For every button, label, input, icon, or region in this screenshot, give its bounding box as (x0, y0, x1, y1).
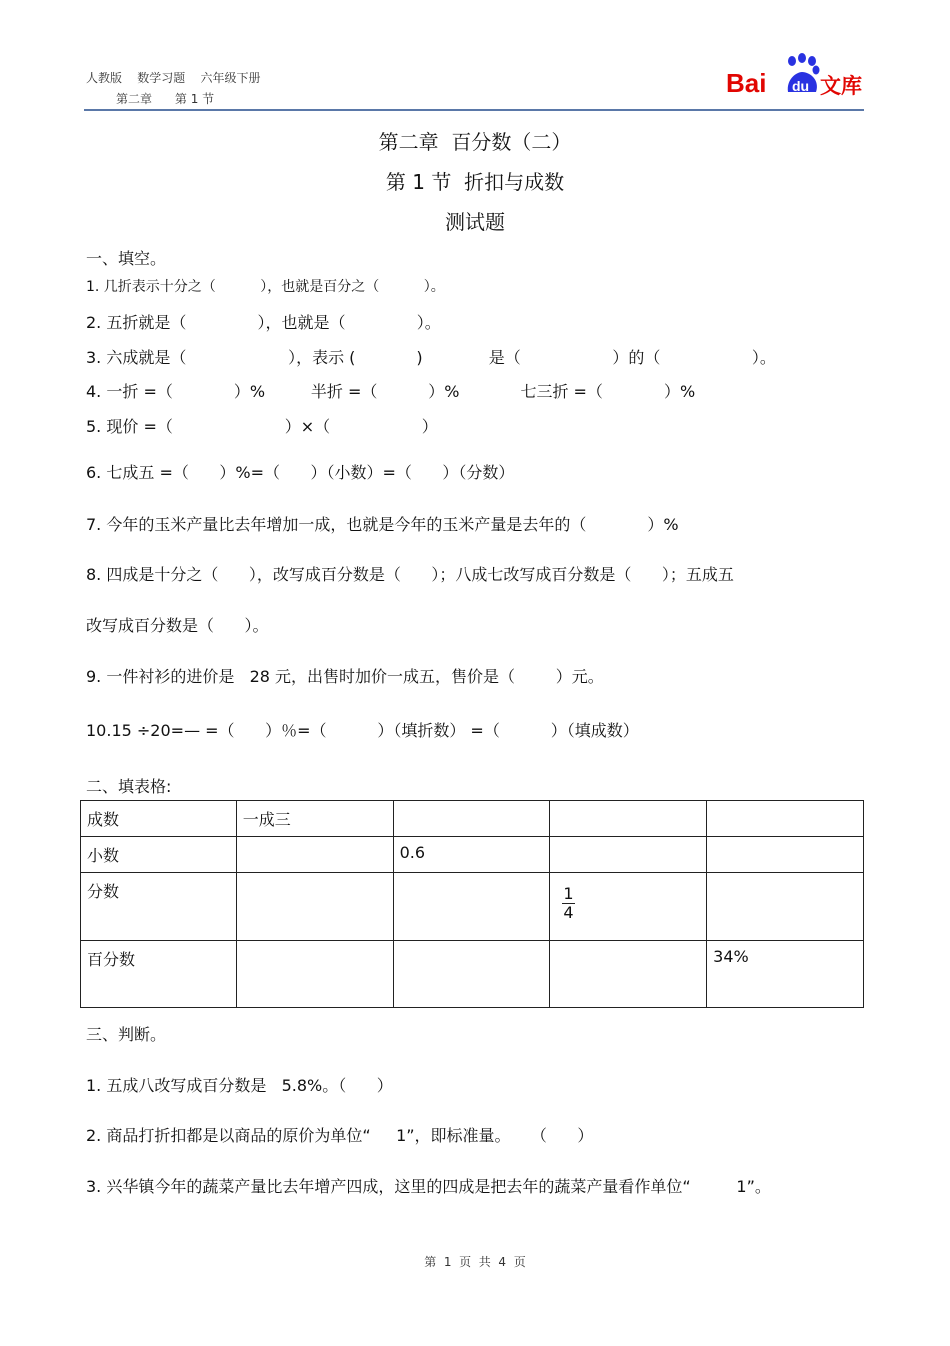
row-label: 分数 (81, 873, 237, 941)
page-footer: 第 1 页 共 4 页 (424, 1255, 526, 1269)
table-cell: 一成三 (236, 801, 393, 837)
table-cell: 0.6 (393, 837, 550, 873)
chapter-title: 第二章 百分数（二） (378, 130, 572, 154)
fraction (562, 885, 574, 922)
question-3: 3. 六成就是（ ），表示 ( ) 是（ ）的（ ）。 (86, 348, 776, 367)
question-4: 4. 一折 =（ ）% 半折 =（ ）% 七三折 =（ ）% (86, 382, 696, 401)
header-line-2: 第二章 第 1 节 (116, 92, 215, 106)
baidu-wenku-logo (724, 50, 864, 98)
svg-text:Bai: Bai (726, 68, 767, 98)
table-cell (550, 837, 707, 873)
table-row (81, 837, 864, 873)
judge-1: 1. 五成八改写成百分数是 5.8%。（ ） (86, 1076, 393, 1095)
question-2: 2. 五折就是（ ），也就是（ ）。 (86, 313, 441, 332)
table-cell (550, 801, 707, 837)
conversion-table (80, 800, 864, 1008)
question-6: 6. 七成五 =（ ）%=（ ）（小数）=（ ）（分数） (86, 463, 515, 482)
table-row (81, 873, 864, 941)
table-cell (236, 941, 393, 1008)
judge-3: 3. 兴华镇今年的蔬菜产量比去年增产四成，这里的四成是把去年的蔬菜产量看作单位“ 1”。 (86, 1177, 771, 1196)
fraction-numerator: 1 (563, 884, 574, 903)
question-7: 7. 今年的玉米产量比去年增加一成，也就是今年的玉米产量是去年的（ ）% (86, 515, 679, 534)
svg-text:du: du (792, 78, 810, 94)
question-10: 10.15 ÷20=— =（ ）％=（ ）（填折数） =（ ）（填成数） (86, 721, 639, 740)
row-label: 百分数 (81, 941, 237, 1008)
section-title: 第 1 节 折扣与成数 (385, 170, 565, 194)
table-cell (550, 873, 707, 941)
part3-heading: 三、判断。 (86, 1025, 167, 1044)
header-line-1: 人教版 数学习题 六年级下册 (86, 71, 261, 85)
table-row (81, 801, 864, 837)
judge-2: 2. 商品打折扣都是以商品的原价为单位“ 1”，即标准量。 （ ） (86, 1126, 594, 1145)
table-cell (393, 801, 550, 837)
table-row (81, 941, 864, 1008)
table-cell (393, 941, 550, 1008)
part2-heading: 二、填表格: (86, 777, 172, 796)
table-cell: 34% (707, 941, 864, 1008)
table-cell (707, 801, 864, 837)
table-cell (550, 941, 707, 1008)
fraction-denominator: 4 (563, 903, 574, 922)
svg-text:文库: 文库 (820, 74, 862, 98)
part1-heading: 一、填空。 (86, 249, 167, 268)
header-rule (84, 109, 864, 111)
table-cell (393, 873, 550, 941)
table-cell (236, 837, 393, 873)
question-1: 1. 几折表示十分之（ ），也就是百分之（ ）。 (86, 279, 445, 295)
question-8-line-1: 8. 四成是十分之（ ），改写成百分数是（ ）；八成七改写成百分数是（ ）；五成五 (86, 565, 734, 584)
test-title: 测试题 (445, 210, 505, 234)
question-5: 5. 现价 =（ ）×（ ） (86, 417, 438, 436)
table-cell (236, 873, 393, 941)
question-9: 9. 一件衬衫的进价是 28 元，出售时加价一成五，售价是（ ）元。 (86, 667, 604, 686)
row-label: 成数 (81, 801, 237, 837)
table-cell (707, 837, 864, 873)
row-label: 小数 (81, 837, 237, 873)
question-8-line-2: 改写成百分数是（ ）。 (86, 616, 269, 635)
table-cell (707, 873, 864, 941)
